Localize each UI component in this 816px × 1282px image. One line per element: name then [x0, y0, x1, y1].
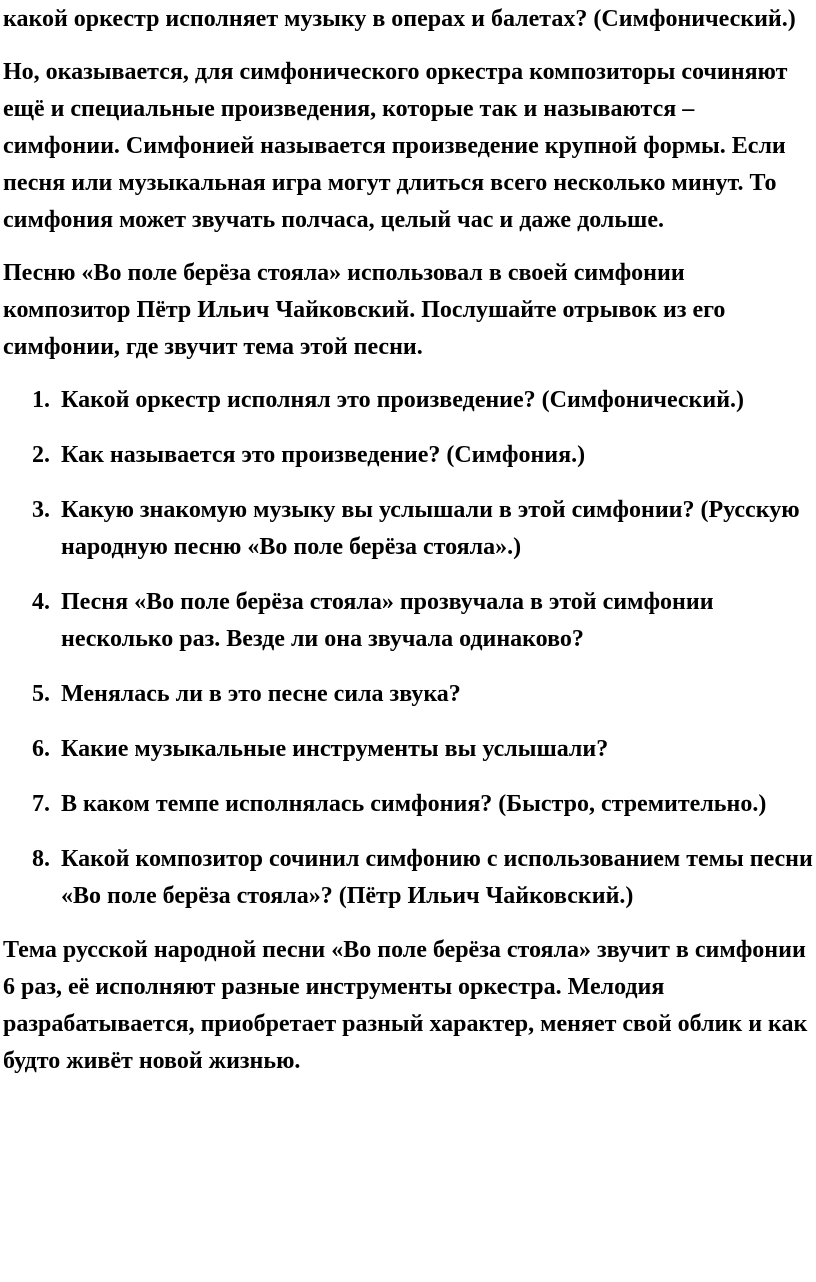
paragraph-tchaikovsky: Песню «Во поле берёза стояла» использовал в своей симфонии композитор Пётр Ильич Чайковский. Послушайте отрывок из его симфонии, где звучит тема этой песни.: [3, 260, 726, 360]
list-item: [3, 841, 816, 915]
list-item-number: 1.: [32, 387, 50, 413]
intro-question: какой оркестр исполняет музыку в операх и балетах? (Симфонический.): [3, 6, 796, 32]
question-list: [3, 382, 816, 915]
list-item: [3, 731, 816, 768]
list-item-number: 2.: [32, 442, 50, 468]
list-item-text: Песня «Во поле берёза стояла» прозвучала в этой симфонии несколько раз. Везде ли она звучала одинаково?: [61, 589, 714, 652]
list-item-number: 6.: [32, 736, 50, 762]
list-item: [3, 584, 816, 658]
list-item-number: 7.: [32, 791, 50, 817]
list-item-text: Менялась ли в это песне сила звука?: [61, 681, 461, 707]
list-item-text: Какие музыкальные инструменты вы услышали?: [61, 736, 609, 762]
list-item-text: Какой композитор сочинил симфонию с использованием темы песни «Во поле берёза стояла»? (Пётр Ильич Чайковский.): [61, 846, 813, 909]
list-item-number: 3.: [32, 497, 50, 523]
list-item: [3, 676, 816, 713]
list-item-text: Какой оркестр исполнял это произведение? (Симфонический.): [61, 387, 745, 413]
list-item: [3, 382, 816, 419]
list-item: [3, 786, 816, 823]
paragraph-theme-development: Тема русской народной песни «Во поле берёза стояла» звучит в симфонии 6 раз, её исполняют разные инструменты оркестра. Мелодия разрабатывается, приобретает разный характер, меняет свой облик и как будто живёт новой жизнью.: [3, 937, 808, 1074]
list-item-text: Как называется это произведение? (Симфония.): [61, 442, 586, 468]
list-item: [3, 437, 816, 474]
list-item-number: 8.: [32, 846, 50, 872]
list-item: [3, 492, 816, 566]
list-item-text: Какую знакомую музыку вы услышали в этой симфонии? (Русскую народную песню «Во поле берёза стояла».): [61, 497, 800, 560]
list-item-text: В каком темпе исполнялась симфония? (Быстро, стремительно.): [61, 791, 767, 817]
list-item-number: 4.: [32, 589, 50, 615]
paragraph-symphony-definition: Но, оказывается, для симфонического оркестра композиторы сочиняют ещё и специальные произведения, которые так и называются – симфонии. Симфонией называется произведение крупной формы. Если песня или музыкальная игра могут длиться всего несколько минут. То симфония может звучать полчаса, целый час и даже дольше.: [3, 59, 788, 233]
list-item-number: 5.: [32, 681, 50, 707]
